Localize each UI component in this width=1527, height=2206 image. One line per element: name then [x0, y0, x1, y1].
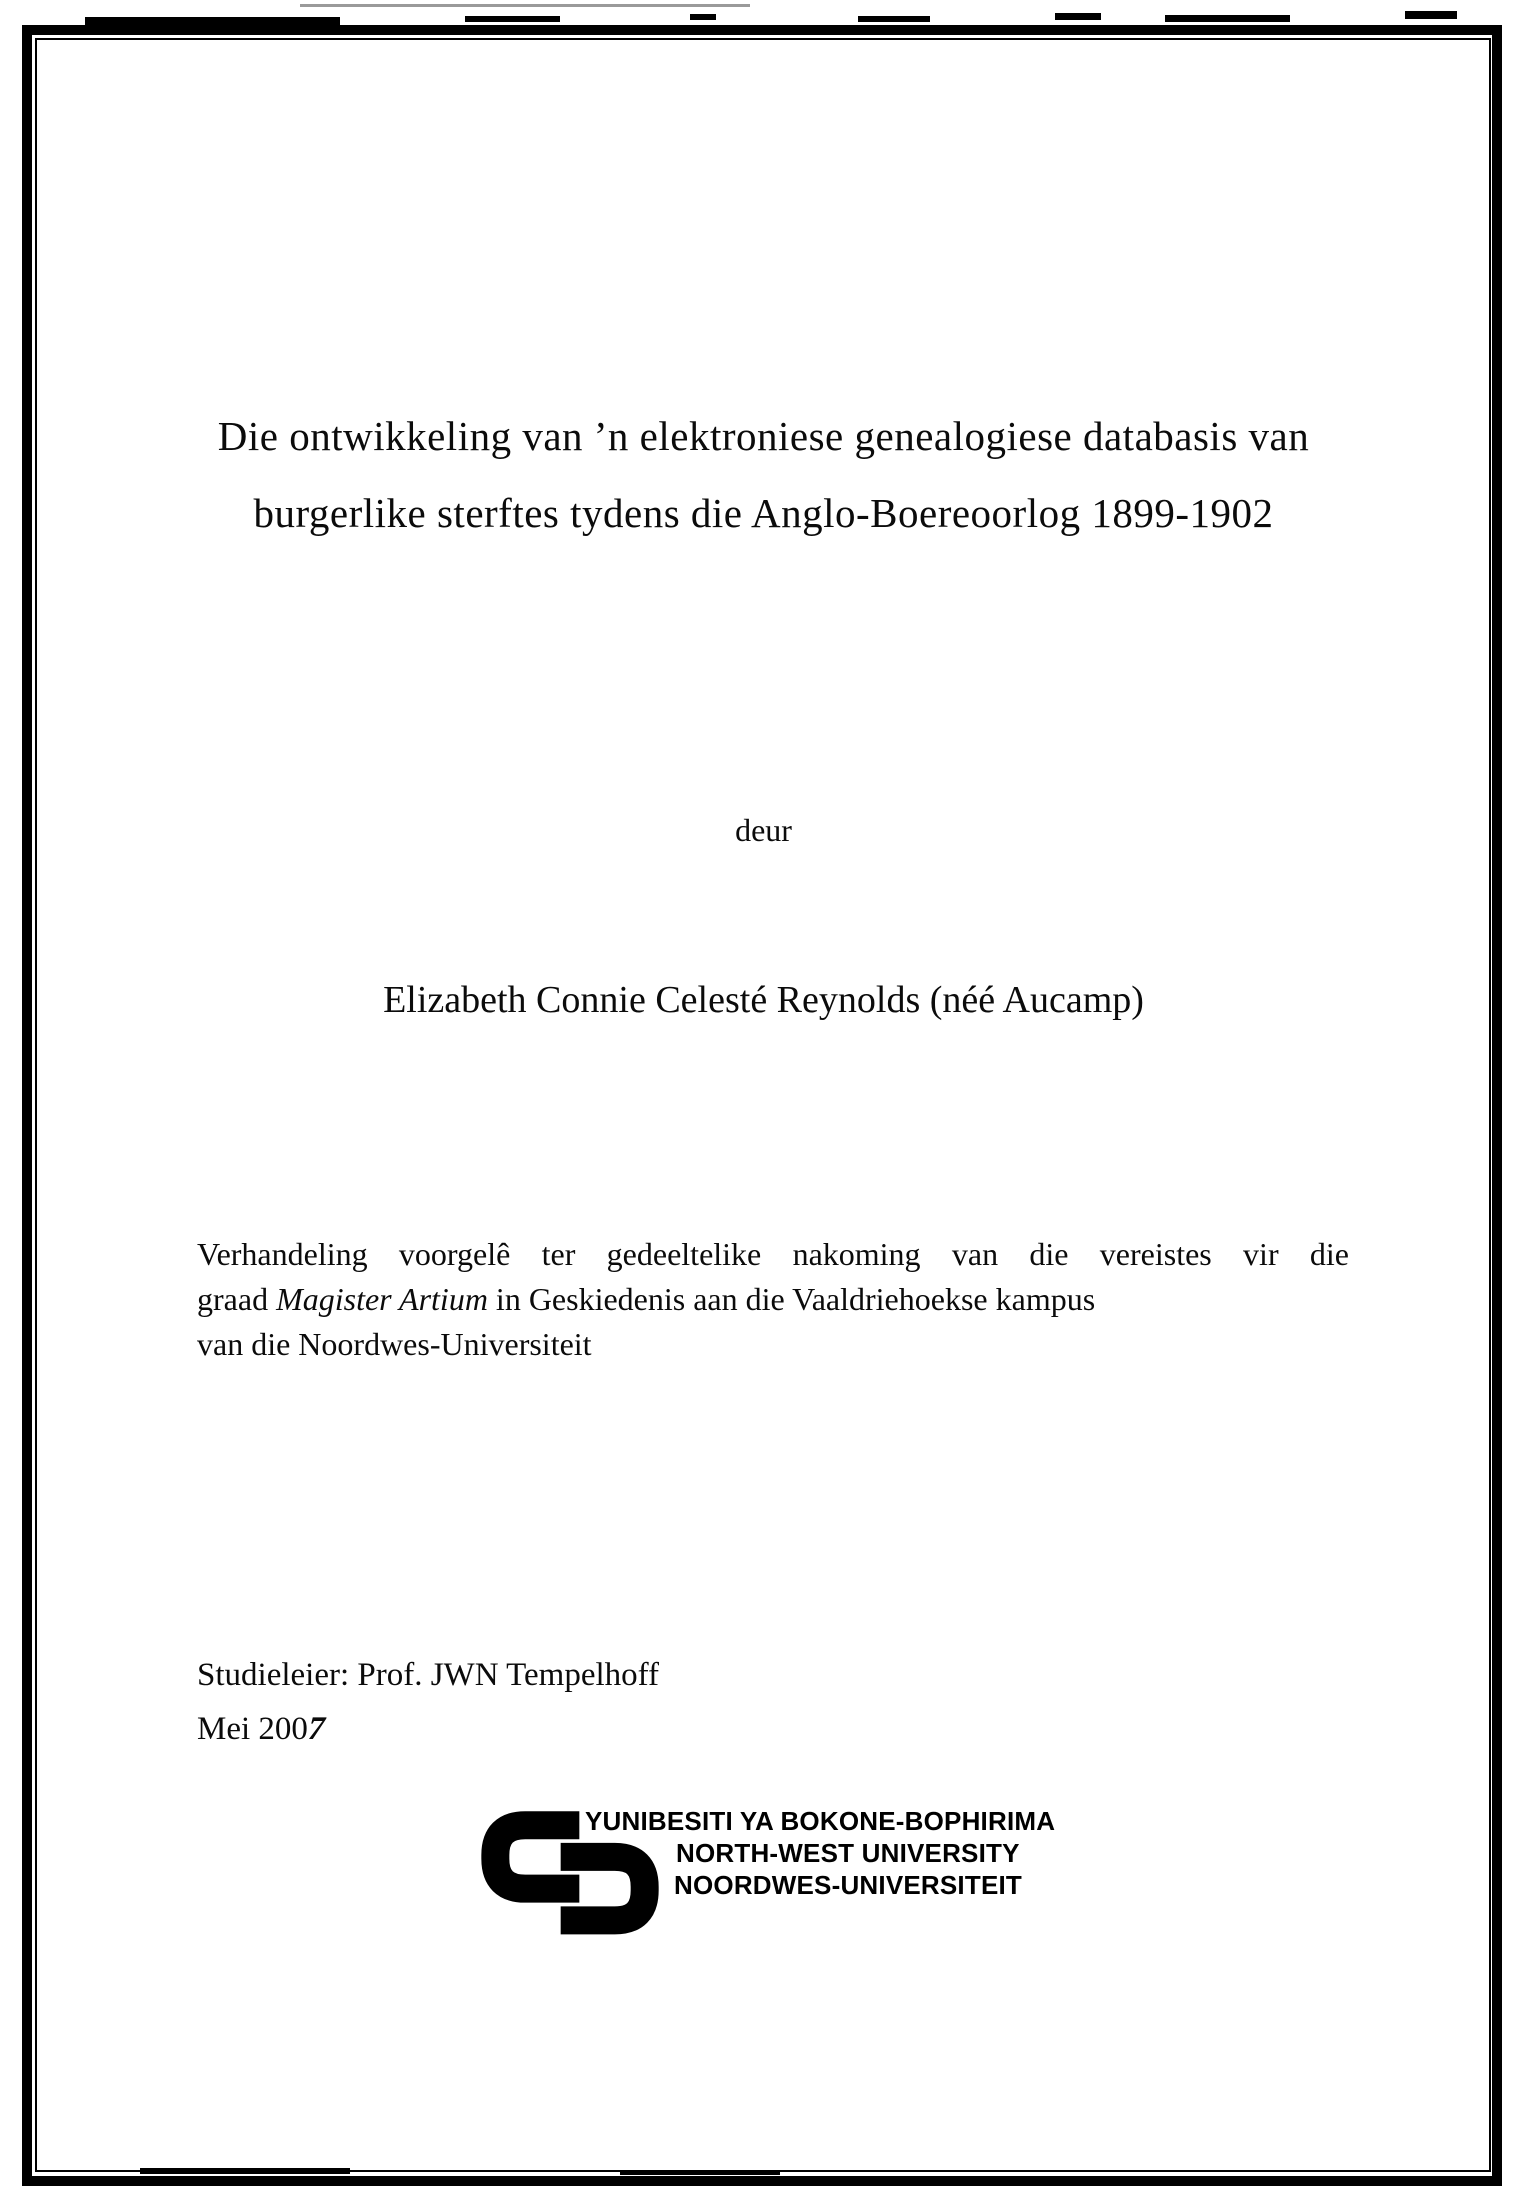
scan-artifact [1055, 13, 1101, 20]
date-prefix: Mei 200 [197, 1711, 308, 1747]
author-name: Elizabeth Connie Celesté Reynolds (néé Aucamp) [383, 979, 1144, 1021]
degree-statement [197, 1232, 1349, 1367]
degree-name-italic: Magister Artium [276, 1281, 488, 1317]
statement-line-2 [197, 1277, 1349, 1322]
logo-text-sotho: YUNIBESITI YA BOKONE-BOPHIRIMA [585, 1806, 1056, 1836]
scan-artifact [465, 16, 560, 22]
supervisor-block [197, 1648, 659, 1756]
title-line-2: burgerlike sterftes tydens die Anglo-Boereoorlog 1899-1902 [253, 490, 1274, 536]
date-line [197, 1702, 659, 1756]
title-line-1: Die ontwikkeling van ’n elektroniese genealogiese databasis van [217, 413, 1310, 459]
scan-artifact [1165, 15, 1290, 22]
scan-artifact [690, 14, 716, 20]
statement-line-2-suffix: in Geskiedenis aan die Vaaldriehoekse kampus [487, 1281, 1096, 1317]
statement-line-2-prefix: graad [197, 1281, 277, 1317]
logo-text-afrikaans: NOORDWES-UNIVERSITEIT [674, 1870, 1022, 1900]
statement-line-3: van die Noordwes-Universiteit [197, 1326, 592, 1362]
scan-artifact [858, 16, 930, 22]
date-last-digit: 7 [303, 1711, 329, 1747]
byline: deur [735, 812, 792, 848]
supervisor-line: Studieleier: Prof. JWN Tempelhoff [197, 1657, 660, 1693]
page-title [0, 398, 1527, 552]
statement-line-1: Verhandeling voorgelê ter gedeeltelike nakoming van die vereistes vir die [197, 1236, 1349, 1272]
logo-text-english: NORTH-WEST UNIVERSITY [676, 1838, 1020, 1868]
scan-artifact [300, 4, 750, 7]
scan-artifact [1405, 11, 1457, 19]
